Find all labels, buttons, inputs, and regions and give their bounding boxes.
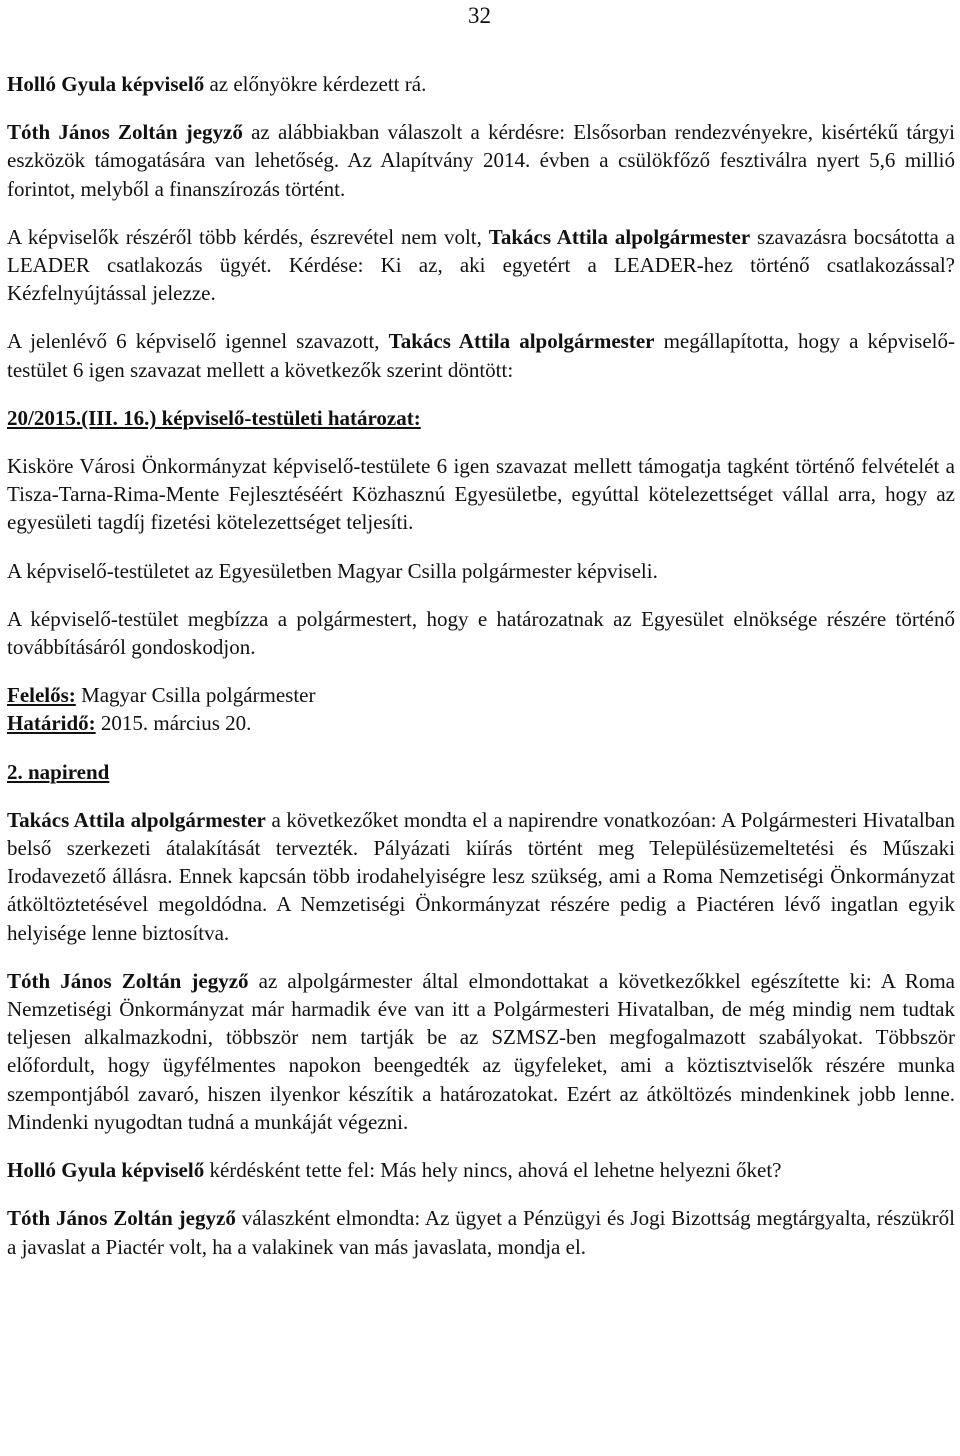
- responsible-value: Magyar Csilla polgármester: [75, 683, 316, 708]
- deadline-line: [7, 709, 955, 737]
- speaker-name: Takács Attila alpolgármester: [488, 224, 751, 249]
- paragraph-text: szavazásra bocsátotta a LEADER csatlakozás ügyét. Kérdése: Ki az, aki egyetért a LEADER-hez történő csatlakozással? Kézfelnyújtással jelezze.: [7, 224, 955, 306]
- paragraph-text: A jelenlévő 6 képviselő igennel szavazott,: [7, 329, 389, 354]
- speaker-name: Takács Attila alpolgármester: [7, 807, 266, 832]
- responsible-label: Felelős:: [7, 683, 76, 708]
- resolution-heading: 20/2015.(III. 16.) képviselő-testületi határozat:: [7, 405, 421, 430]
- speaker-name: Holló Gyula képviselő: [7, 72, 205, 96]
- page-number: 32: [468, 3, 491, 28]
- resolution-text: A képviselő-testületet az Egyesületben Magyar Csilla polgármester képviseli.: [7, 558, 658, 583]
- speaker-name: Tóth János Zoltán jegyző: [7, 120, 243, 145]
- paragraph: [7, 118, 955, 203]
- speaker-name: Tóth János Zoltán jegyző: [7, 968, 249, 993]
- paragraph: [7, 967, 955, 1136]
- paragraph-text: válaszként elmondta: Az ügyet a Pénzügyi és Jogi Bizottság megtárgyalta, részükről a javaslat a Piactér volt, ha a valakinek van más javaslata, mondja el.: [7, 1206, 955, 1259]
- paragraph: [7, 1156, 955, 1184]
- deadline-value: 2015. március 20.: [95, 711, 252, 736]
- paragraph: [7, 70, 955, 98]
- resolution-text: A képviselő-testület megbízza a polgármestert, hogy e határozatnak az Egyesület elnöksége részére történő továbbításáról gondoskodjon.: [7, 606, 955, 660]
- paragraph-text: megállapította, hogy a képviselő-testület 6 igen szavazat mellett a következők szerint döntött:: [7, 329, 955, 382]
- paragraph-text: az előnyökre kérdezett rá.: [204, 72, 427, 96]
- agenda-heading: 2. napirend: [7, 759, 110, 784]
- paragraph-text: az alpolgármester által elmondottakat a következőkkel egészítette ki: A Roma Nemzetiségi Önkormányzat már harmadik éve van itt a Polgármesteri Hivatalban, de még mindig nem tudtak teljesen alkalmazkodni, többször nem tartják be az SZMSZ-ben megfogalmazott szabályokat. Többször előfordult, hogy ügyfélmentes napokon beengedték az ügyfeleket, ami a köztisztviselők részére munka szempontjából zavaró, hiszen ilyenkor készítik a határozatokat. Ezért az átköltözés mindenkinek jobb lenne. Mindenki nyugodtan tudná a munkáját végezni.: [7, 968, 955, 1134]
- speaker-name: Holló Gyula képviselő: [7, 1158, 205, 1183]
- paragraph: [7, 223, 955, 308]
- speaker-name: Tóth János Zoltán jegyző: [7, 1206, 236, 1231]
- deadline-label: Határidő:: [7, 711, 96, 736]
- paragraph-text: a következőket mondta el a napirendre vonatkozóan: A Polgármesteri Hivatalban belső szerkezeti átalakítását tervezték. Pályázati kiírás történt meg Településüzemeltetési és Műszaki Irodavezető állásra. Ennek kapcsán több irodahelyiségre lesz szükség, ami a Roma Nemzetiségi Önkormányzat átköltöztetésével megoldódna. A Nemzetiségi Önkormányzat részére pedig a Piactéren lévő ingatlan egyik helyisége lenne biztosítva.: [7, 807, 955, 945]
- document-body: [7, 70, 955, 1281]
- paragraph-text: A képviselők részéről több kérdés, észrevétel nem volt,: [7, 224, 489, 249]
- speaker-name: Takács Attila alpolgármester: [388, 329, 655, 354]
- paragraph: [7, 806, 955, 947]
- resolution-text: Kisköre Városi Önkormányzat képviselő-testülete 6 igen szavazat mellett támogatja tagként történő felvételét a Tisza-Tarna-Rima-Mente Fejlesztéséért Közhasznú Egyesületbe, egyúttal kötelezettséget vállal arra, hogy az egyesületi tagdíj fizetési kötelezettséget teljesíti.: [7, 454, 955, 535]
- paragraph-text: az alábbiakban válaszolt a kérdésre: Elsősorban rendezvényekre, kisértékű tárgyi eszközök támogatására van lehetőség. Az Alapítvány 2014. évben a csülökfőző fesztiválra nyert 5,6 millió forintot, melyből a finanszírozás történt.: [7, 120, 955, 201]
- paragraph-text: kérdésként tette fel: Más hely nincs, ahová el lehetne helyezni őket?: [204, 1158, 782, 1183]
- paragraph: [7, 327, 955, 383]
- responsible-line: [7, 681, 955, 709]
- paragraph: [7, 1204, 955, 1260]
